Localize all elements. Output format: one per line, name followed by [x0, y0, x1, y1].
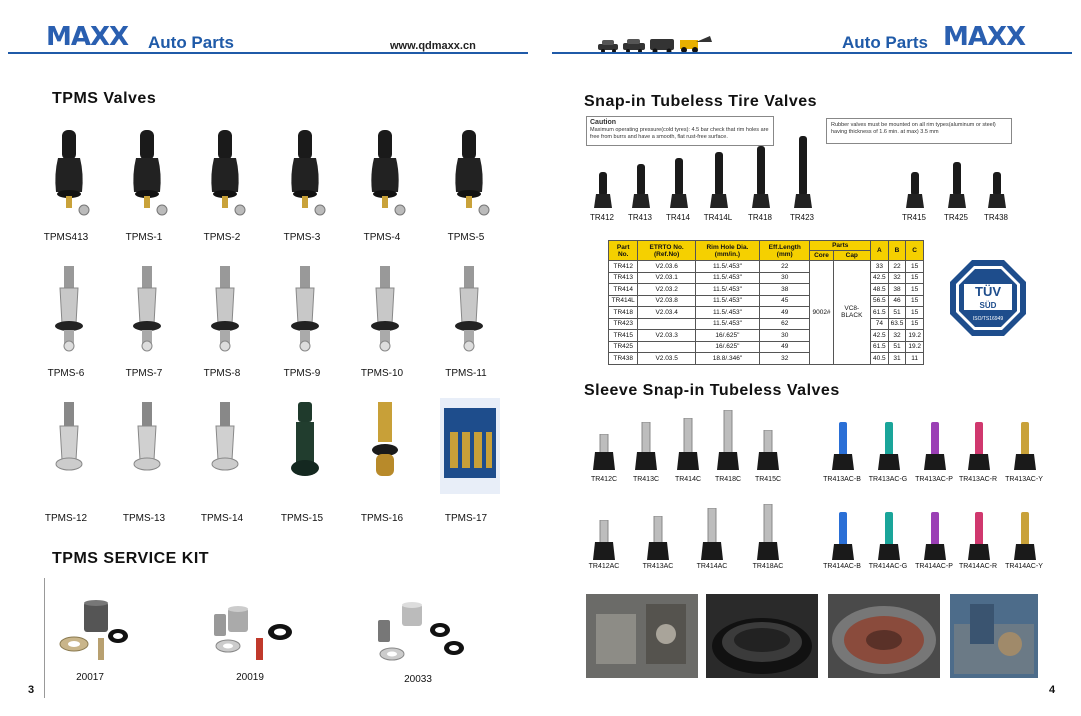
table-cell: 16/.625" [695, 341, 759, 353]
tpms-valve-image [276, 126, 336, 226]
colored-sleeve-valve-label: TR413AC-Y [1005, 476, 1043, 483]
tpms-valve-image [196, 262, 256, 362]
page-number-right: 4 [1049, 684, 1056, 696]
table-cell: TR413 [609, 272, 638, 284]
tpms-valve-label: TPMS-3 [283, 232, 321, 243]
table-cell: TR425 [609, 341, 638, 353]
header-rule-right [552, 52, 1072, 54]
sleeve-valve-label: TR413AC [642, 563, 674, 570]
colored-sleeve-valve-label: TR413AC-R [958, 476, 998, 483]
table-cell: 45 [760, 295, 810, 307]
snapin-valve-label: TR415 [901, 213, 926, 222]
snapin-valve-label: TR414 [665, 213, 690, 222]
sleeve-valve-label: TR418C [714, 476, 742, 483]
logo-right: MAXX [943, 22, 1026, 52]
table-cell: 42.5 [871, 272, 889, 284]
colored-sleeve-valve-label: TR414AC-B [823, 563, 861, 570]
kit-20019-image [206, 602, 302, 666]
table-cell: 15 [906, 272, 924, 284]
tpms-valve-label: TPMS-17 [444, 513, 488, 524]
table-cell: 42.5 [871, 330, 889, 342]
sleeve-valve-image [590, 520, 618, 564]
table-cell-core: 9002# [810, 261, 833, 365]
brand-left: Auto Parts [148, 33, 234, 52]
table-cell: 61.5 [871, 307, 889, 319]
table-cell: V2.03.8 [638, 295, 695, 307]
colored-sleeve-valve-label: TR413AC-G [868, 476, 908, 483]
colored-sleeve-valve-image [876, 422, 902, 474]
snapin-valve-label: TR425 [943, 213, 968, 222]
table-cell: 11.5/.453" [695, 284, 759, 296]
sleeve-valve-image [754, 504, 782, 564]
sleeve-valve-image [754, 430, 782, 474]
table-cell: 74 [871, 318, 889, 330]
sleeve-valves-title: Sleeve Snap-in Tubeless Valves [584, 382, 840, 399]
factory-photo-3 [828, 594, 940, 678]
table-cell: 32 [760, 353, 810, 365]
table-cell: 30 [760, 272, 810, 284]
table-cell: 11.5/.453" [695, 318, 759, 330]
table-cell: V2.03.5 [638, 353, 695, 365]
kit-label: 20019 [236, 672, 264, 683]
tpms-valves-title: TPMS Valves [52, 90, 157, 107]
factory-photo-4 [950, 594, 1038, 678]
tpms-valve-label: TPMS-14 [200, 513, 244, 524]
tpms-valve-label: TPMS-12 [44, 513, 88, 524]
table-cell: 48.5 [871, 284, 889, 296]
table-cell: 31 [888, 353, 906, 365]
tpms-valve-label: TPMS-11 [445, 368, 487, 379]
sleeve-valve-label: TR415C [754, 476, 782, 483]
table-header: A [871, 241, 889, 261]
table-cell: TR415 [609, 330, 638, 342]
table-cell: TR414L [609, 295, 638, 307]
table-cell: 15 [906, 318, 924, 330]
table-cell: 11.5/.453" [695, 261, 759, 273]
tpms-valve-image [440, 262, 500, 362]
table-cell: 32 [888, 272, 906, 284]
kit-20033-image [374, 600, 470, 666]
table-cell: TR412 [609, 261, 638, 273]
tpms-valve-image [356, 262, 416, 362]
factory-photo-1 [586, 594, 698, 678]
table-cell: TR418 [609, 307, 638, 319]
kit-divider [44, 578, 45, 698]
colored-sleeve-valve-image [966, 512, 992, 564]
table-header: C [906, 241, 924, 261]
factory-photo-2 [706, 594, 818, 678]
tpms-valve-label: TPMS-7 [125, 368, 163, 379]
spec-table [608, 240, 924, 365]
table-cell: V2.03.3 [638, 330, 695, 342]
table-cell [638, 318, 695, 330]
tpms-valve-image [40, 126, 100, 226]
table-header: Eff.Length (mm) [760, 241, 810, 261]
website-url: www.qdmaxx.cn [390, 40, 476, 52]
table-cell: 11 [906, 353, 924, 365]
colored-sleeve-valve-image [966, 422, 992, 474]
sleeve-valve-image [632, 422, 660, 474]
tuv-certification-badge [948, 258, 1028, 338]
table-cell: V2.03.1 [638, 272, 695, 284]
table-header: B [888, 241, 906, 261]
tpms-valve-image [196, 126, 256, 226]
table-cell: 33 [871, 261, 889, 273]
table-row [609, 341, 924, 353]
snapin-valve-image [790, 136, 816, 212]
snapin-valve-image [748, 146, 774, 212]
colored-sleeve-valve-image [922, 422, 948, 474]
tpms-valve-image [276, 262, 336, 362]
table-cell: 56.5 [871, 295, 889, 307]
table-cell: 18.8/.346" [695, 353, 759, 365]
tpms-valve-image [440, 398, 500, 498]
table-cell: 22 [888, 261, 906, 273]
colored-sleeve-valve-label: TR414AC-P [915, 563, 953, 570]
colored-sleeve-valve-label: TR413AC-P [915, 476, 953, 483]
table-cell: V2.03.4 [638, 307, 695, 319]
tpms-valve-image [196, 398, 256, 498]
kit-label: 20017 [76, 672, 104, 683]
kit-label: 20033 [404, 674, 432, 685]
tpms-valve-label: TPMS-6 [47, 368, 85, 379]
tuv-bottom-text: SÜD [979, 301, 997, 310]
snapin-valves-title: Snap-in Tubeless Tire Valves [584, 93, 818, 110]
table-row [609, 261, 924, 273]
colored-sleeve-valve-label: TR414AC-R [958, 563, 998, 570]
tpms-service-kit-title: TPMS SERVICE KIT [52, 550, 210, 567]
sleeve-valve-image [698, 508, 726, 564]
table-cell: 38 [888, 284, 906, 296]
tpms-valve-image [276, 398, 336, 498]
snapin-valve-label: TR418 [747, 213, 772, 222]
sleeve-valve-label: TR412AC [588, 563, 620, 570]
table-row [609, 295, 924, 307]
vehicles-icon [596, 34, 714, 54]
tpms-valve-image [356, 398, 416, 498]
tpms-valve-label: TPMS-15 [280, 513, 324, 524]
table-cell: 16/.625" [695, 330, 759, 342]
sleeve-valve-label: TR412C [590, 476, 618, 483]
tpms-valve-image [118, 262, 178, 362]
table-header: Parts [810, 241, 871, 251]
tuv-ring-text: ISO/TS16949 [972, 316, 1004, 322]
page-number-left: 3 [28, 684, 35, 696]
table-cell [638, 341, 695, 353]
table-row [609, 307, 924, 319]
colored-sleeve-valve-label: TR413AC-B [823, 476, 861, 483]
snapin-valve-image [706, 152, 732, 212]
table-cell: 30 [760, 330, 810, 342]
colored-sleeve-valve-image [1012, 512, 1038, 564]
caution-title: Caution [590, 119, 617, 126]
tuv-top-text: TÜV [975, 284, 1001, 299]
tpms-valve-label: TPMS-4 [363, 232, 401, 243]
table-subheader: Core [810, 251, 833, 261]
table-cell: 40.5 [871, 353, 889, 365]
logo-left: MAXX [46, 22, 129, 52]
table-cell: V2.03.6 [638, 261, 695, 273]
table-subheader: Cap [833, 251, 870, 261]
tpms-valve-label: TPMS-1 [125, 232, 163, 243]
table-cell: 61.5 [871, 341, 889, 353]
sleeve-valve-label: TR418AC [752, 563, 784, 570]
tpms-valve-image [356, 126, 416, 226]
tpms-valve-label: TPMS-10 [360, 368, 404, 379]
table-cell: 15 [906, 295, 924, 307]
colored-sleeve-valve-label: TR414AC-Y [1005, 563, 1043, 570]
tpms-valve-label: TPMS-2 [203, 232, 241, 243]
snapin-valve-image [666, 158, 692, 212]
caution-box [586, 116, 774, 146]
colored-sleeve-valve-image [830, 422, 856, 474]
snapin-valve-image [984, 172, 1010, 212]
snapin-valve-label: TR414L [703, 213, 733, 222]
tpms-valve-label: TPMS-9 [283, 368, 321, 379]
header-rule-left [8, 52, 528, 54]
table-cell: TR423 [609, 318, 638, 330]
table-header: Part No. [609, 241, 638, 261]
table-cell: V2.03.2 [638, 284, 695, 296]
table-cell: 32 [888, 330, 906, 342]
sleeve-valve-image [674, 418, 702, 474]
table-cell: 49 [760, 341, 810, 353]
table-cell: 11.5/.453" [695, 272, 759, 284]
table-cell: 62 [760, 318, 810, 330]
snapin-valve-image [628, 164, 654, 212]
table-cell: 15 [906, 307, 924, 319]
table-cell: 11.5/.453" [695, 307, 759, 319]
kit-20017-image [52, 598, 142, 668]
tpms-valve-image [40, 262, 100, 362]
sleeve-valve-label: TR414AC [696, 563, 728, 570]
snapin-valve-label: TR438 [983, 213, 1008, 222]
tpms-valve-image [118, 126, 178, 226]
table-cell: 49 [760, 307, 810, 319]
colored-sleeve-valve-image [876, 512, 902, 564]
table-cell: 11.5/.453" [695, 295, 759, 307]
sleeve-valve-image [644, 516, 672, 564]
sleeve-valve-label: TR414C [674, 476, 702, 483]
rim-note-box: Rubber valves must be mounted on all rim types(aluminum or steel) having thickness of 1.6 min. at max) 3.5 mm [826, 118, 1012, 144]
table-cell: 19.2 [906, 341, 924, 353]
tpms-valve-label: TPMS-13 [122, 513, 166, 524]
tpms-valve-label: TPMS-5 [447, 232, 485, 243]
tpms-valve-label: TPMS413 [43, 232, 89, 243]
table-cell: TR438 [609, 353, 638, 365]
table-header: ETRTO No. (Ref.No) [638, 241, 695, 261]
snapin-valve-label: TR413 [627, 213, 652, 222]
table-cell: 51 [888, 307, 906, 319]
table-row [609, 272, 924, 284]
colored-sleeve-valve-label: TR414AC-G [868, 563, 908, 570]
snapin-valve-image [944, 162, 970, 212]
snapin-valve-image [590, 172, 616, 212]
tpms-valve-image [40, 398, 100, 498]
sleeve-valve-label: TR413C [632, 476, 660, 483]
table-cell: 19.2 [906, 330, 924, 342]
sleeve-valve-image [590, 434, 618, 474]
colored-sleeve-valve-image [830, 512, 856, 564]
table-cell: 15 [906, 284, 924, 296]
table-cell: 63.5 [888, 318, 906, 330]
colored-sleeve-valve-image [922, 512, 948, 564]
table-row [609, 318, 924, 330]
caution-text: Maximum operating pressure(cold tyres): 4.5 bar check that rim holes are free from burrs and have a smooth, flat rust-free surface. [590, 127, 769, 140]
table-row [609, 330, 924, 342]
tpms-valve-image [440, 126, 500, 226]
table-row [609, 353, 924, 365]
snapin-valve-image [902, 172, 928, 212]
table-cell: TR414 [609, 284, 638, 296]
table-row [609, 284, 924, 296]
table-cell: 51 [888, 341, 906, 353]
sleeve-valve-image [714, 410, 742, 474]
colored-sleeve-valve-image [1012, 422, 1038, 474]
tpms-valve-label: TPMS-8 [203, 368, 241, 379]
table-cell: 46 [888, 295, 906, 307]
tpms-valve-image [118, 398, 178, 498]
table-cell-cap: VC8-BLACK [833, 261, 870, 365]
table-header: Rim Hole Dia. (mm/in.) [695, 241, 759, 261]
table-cell: 15 [906, 261, 924, 273]
snapin-valve-label: TR412 [589, 213, 614, 222]
snapin-valve-label: TR423 [789, 213, 814, 222]
table-cell: 38 [760, 284, 810, 296]
brand-right: Auto Parts [842, 33, 928, 52]
tpms-valve-label: TPMS-16 [360, 513, 404, 524]
table-cell: 22 [760, 261, 810, 273]
